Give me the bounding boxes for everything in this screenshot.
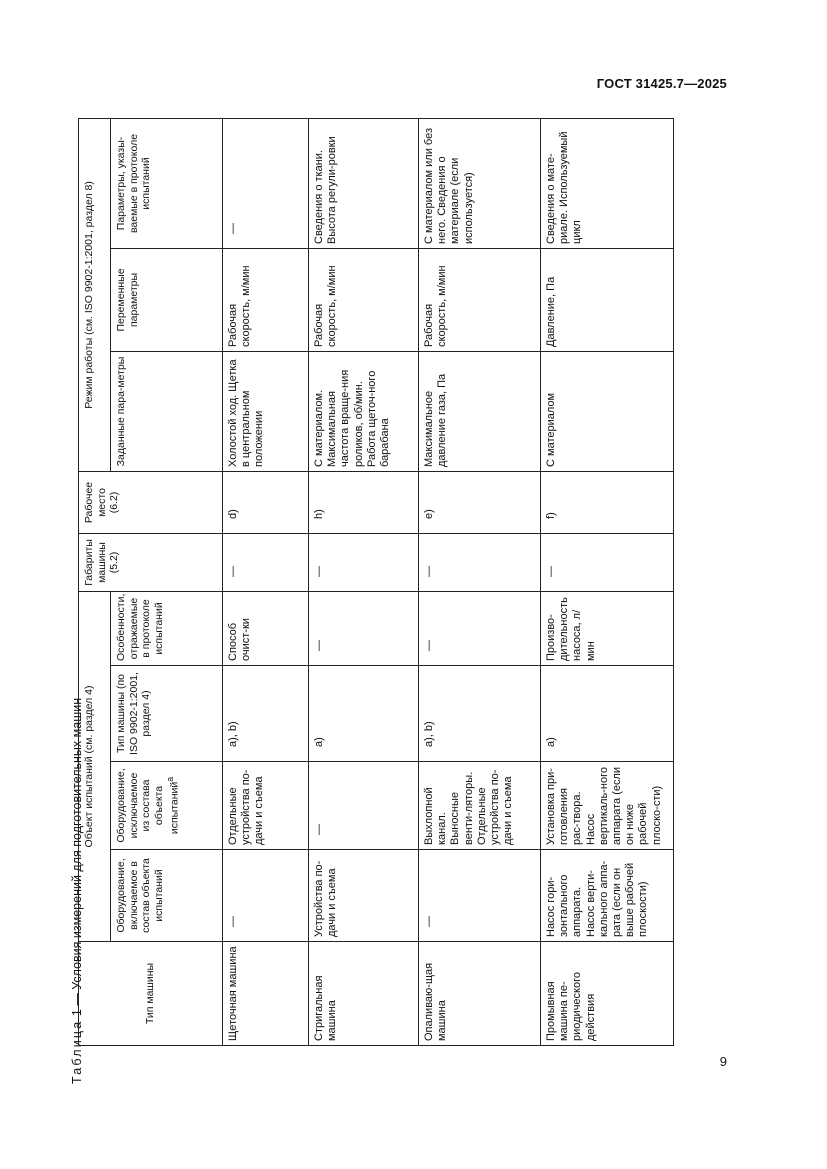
cell-report-params: Сведения о мате-риале. Используемый цикл — [541, 118, 674, 248]
rotated-table-container — [78, 119, 663, 1046]
cell-features: — — [419, 591, 541, 665]
header-excluded-equipment-text: Оборудование, исключаемое из состава объекта испытаний — [115, 768, 181, 843]
header-report-params: Параметры, указы-ваемые в протоколе испытаний — [111, 118, 223, 248]
cell-report-params: — — [223, 118, 309, 248]
measurement-conditions-table — [78, 118, 674, 1046]
cell-features: Произво-дительность насоса, л/мин — [541, 591, 674, 665]
cell-excluded: — — [309, 762, 419, 850]
cell-variable-params: Рабочая скорость, м/мин — [419, 248, 541, 351]
cell-workplace: е) — [419, 471, 541, 533]
cell-machine-type: Стригальная машина — [309, 942, 419, 1046]
cell-variable-params: Рабочая скорость, м/мин — [223, 248, 309, 351]
cell-dimensions: — — [541, 533, 674, 591]
header-dimensions: Габариты машины (5.2) — [79, 533, 223, 591]
table-caption-title: — Условия измерений для подготовительных машин — [70, 697, 84, 1010]
header-iso-type: Тип машины (по ISO 9902-1:2001, раздел 4) — [111, 666, 223, 762]
cell-set-params: Максимальное давление газа, Па — [419, 351, 541, 471]
header-workplace: Рабочее место (6.2) — [79, 471, 223, 533]
cell-included: — — [419, 850, 541, 942]
standard-designation: ГОСТ 31425.7—2025 — [596, 76, 727, 91]
cell-set-params: С материалом. Максимальная частота враще-ния роликов, об/мин. Работа щеточ-ного барабана — [309, 351, 419, 471]
header-machine-type: Тип машины — [79, 942, 223, 1046]
header-excluded-equipment — [111, 762, 223, 850]
cell-dimensions: — — [223, 533, 309, 591]
cell-iso-type: а) — [309, 666, 419, 762]
table-row — [419, 118, 541, 1045]
cell-iso-type: а), b) — [223, 666, 309, 762]
cell-iso-type: а), b) — [419, 666, 541, 762]
cell-included: — — [223, 850, 309, 942]
cell-features: — — [309, 591, 419, 665]
cell-dimensions: — — [419, 533, 541, 591]
cell-report-params: Сведения о ткани. Высота регули-ровки — [309, 118, 419, 248]
cell-machine-type: Опаливаю-щая машина — [419, 942, 541, 1046]
cell-workplace: d) — [223, 471, 309, 533]
header-group-mode: Режим работы (см. ISO 9902-1:2001, раздел 8) — [79, 118, 111, 471]
header-set-params: Заданные пара-метры — [111, 351, 223, 471]
cell-excluded: Установка при-готовления рас-твора. Насос вертикаль-ного аппарата (если он ниже рабочей плоско-сти) — [541, 762, 674, 850]
cell-excluded: Выхлопной канал. Выносные венти-ляторы. Отдельные устройства по-дачи и съема — [419, 762, 541, 850]
cell-set-params: Холостой ход. Щетка в центральном положении — [223, 351, 309, 471]
header-features: Особенности, отражаемые в протоколе испытаний — [111, 591, 223, 665]
table-row — [223, 118, 309, 1045]
cell-included: Устройства по-дачи и съема — [309, 850, 419, 942]
cell-included: Насос гори-зонтального аппарата. Насос верти-кального аппа-рата (если он выше рабочей плоскости) — [541, 850, 674, 942]
page-number: 9 — [719, 1054, 727, 1069]
cell-machine-type: Щеточная машина — [223, 942, 309, 1046]
table-row — [309, 118, 419, 1045]
cell-set-params: С материалом — [541, 351, 674, 471]
cell-iso-type: а) — [541, 666, 674, 762]
cell-workplace: h) — [309, 471, 419, 533]
cell-variable-params: Давление, Па — [541, 248, 674, 351]
table-caption-prefix: Таблица — [70, 1019, 84, 1084]
cell-excluded: Отдельные устройства по-дачи и съема — [223, 762, 309, 850]
table-caption-number: 1 — [70, 1009, 84, 1017]
cell-report-params: С материалом или без него. Сведения о материале (если используется) — [419, 118, 541, 248]
cell-machine-type: Промывная машина пе-риодического действия — [541, 942, 674, 1046]
cell-workplace: f) — [541, 471, 674, 533]
header-variable-params: Переменные параметры — [111, 248, 223, 351]
cell-features: Способ очист-ки — [223, 591, 309, 665]
footnote-mark: а — [165, 776, 176, 782]
cell-dimensions: — — [309, 533, 419, 591]
header-included-equipment: Оборудование, включаемое в состав объекта испытаний — [111, 850, 223, 942]
header-group-object: Объект испытаний (см. раздел 4) — [79, 591, 111, 941]
table-row — [541, 118, 674, 1045]
cell-variable-params: Рабочая скорость, м/мин — [309, 248, 419, 351]
